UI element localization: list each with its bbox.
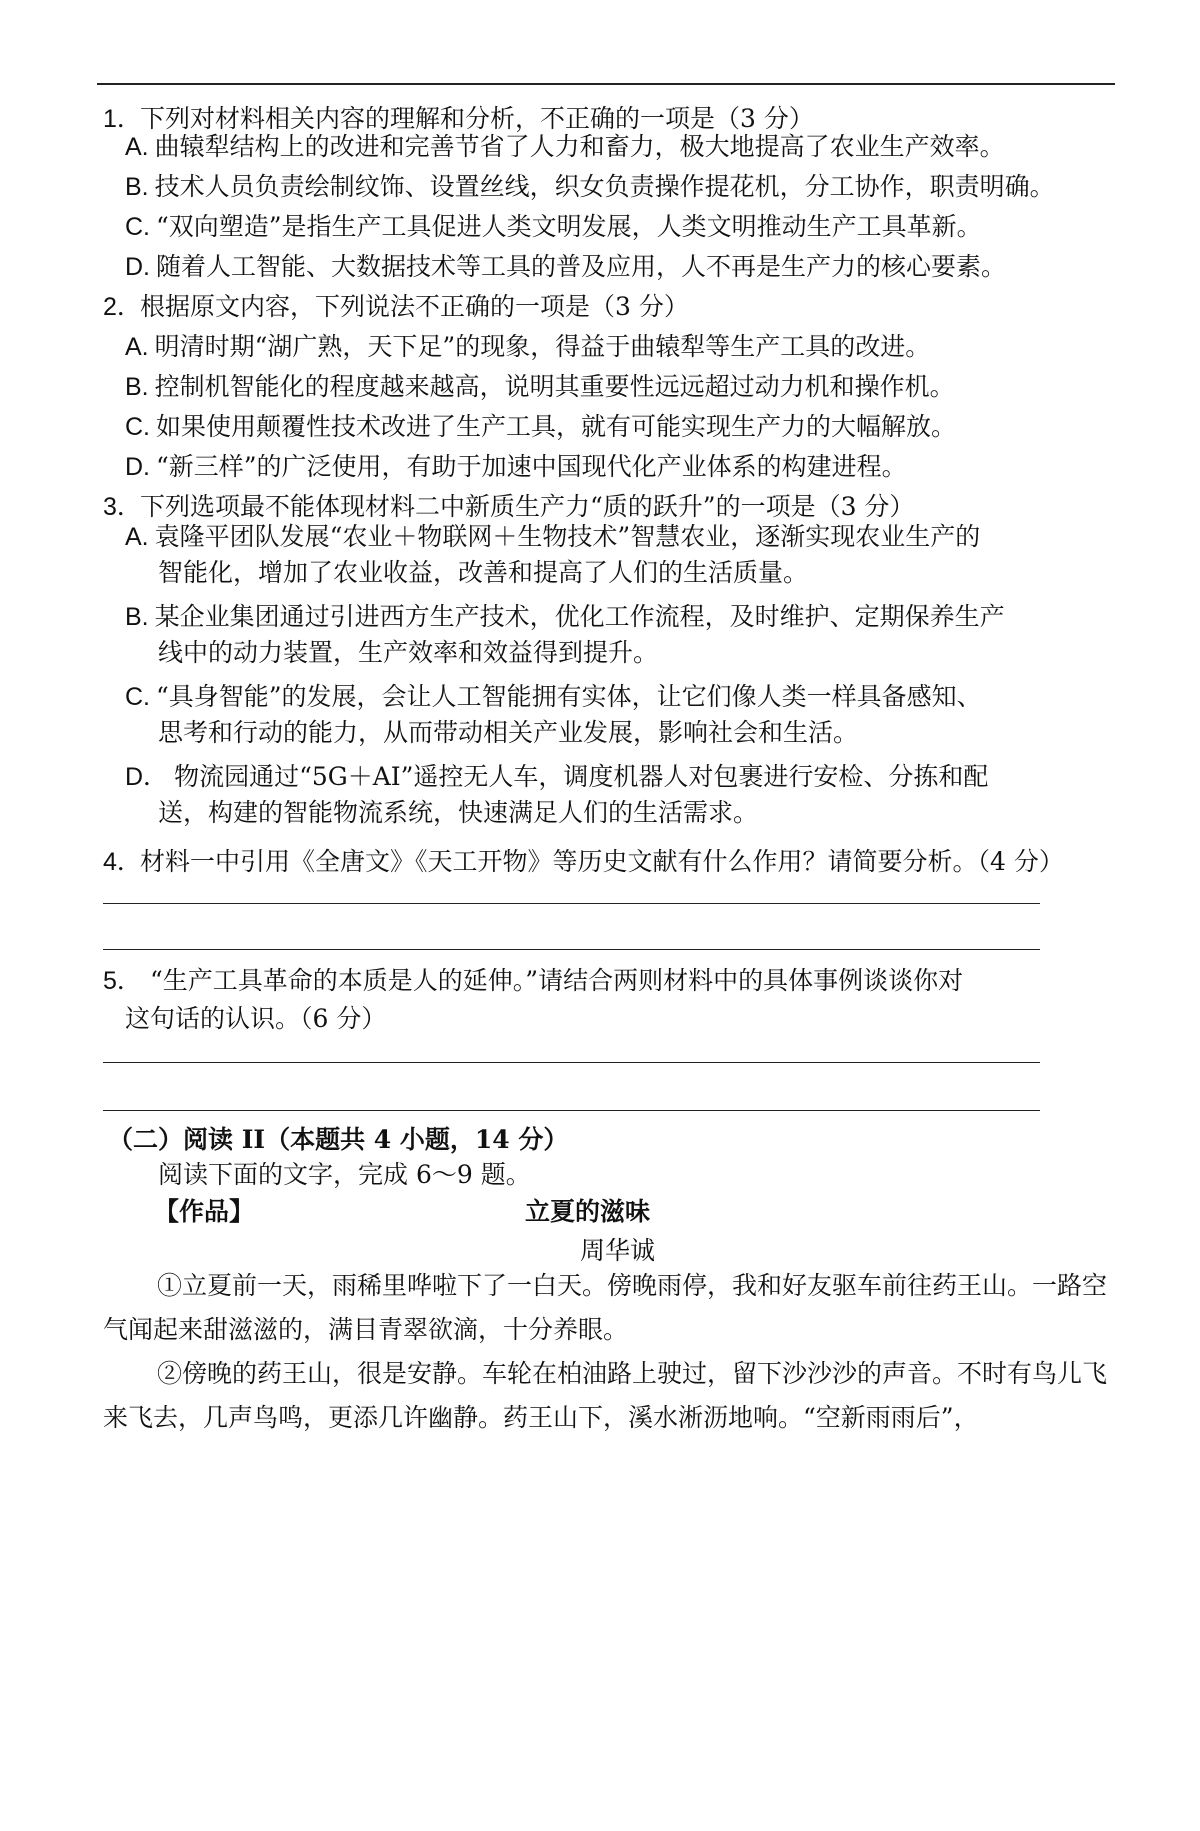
question-2-number: 2． (103, 293, 142, 321)
option-text: “双向塑造”是指生产工具促进人类文明发展，人类文明推动生产工具革新。 (156, 212, 982, 241)
question-3-option-c (125, 682, 982, 712)
option-text: 随着人工智能、大数据技术等工具的普及应用，人不再是生产力的核心要素。 (156, 252, 1007, 281)
option-text: 曲辕犁结构上的改进和完善节省了人力和畜力，极大地提高了农业生产效率。 (154, 132, 1005, 161)
article-author: 周华诚 (580, 1236, 656, 1265)
answer-line-q4-2[interactable] (103, 949, 1040, 950)
question-3-option-a (125, 522, 980, 552)
section-heading: （二）阅读 II（本题共 4 小题，14 分） (108, 1125, 569, 1154)
article-title: 立夏的滋味 (525, 1197, 651, 1226)
section-instruction: 阅读下面的文字，完成 6～9 题。 (158, 1160, 531, 1189)
option-letter: B. (125, 373, 149, 401)
question-3-option-b-line2: 线中的动力装置，生产效率和效益得到提升。 (158, 638, 659, 667)
answer-line-q4-1[interactable] (103, 903, 1040, 904)
question-5-stem-line2: 这句话的认识。（6 分） (125, 1004, 387, 1033)
question-1-stem: 下列对材料相关内容的理解和分析，不正确的一项是（3 分） (140, 104, 814, 133)
question-2-option-c (125, 412, 956, 442)
option-letter: D． (125, 763, 169, 791)
option-letter: C. (125, 413, 150, 441)
option-text-line1: 物流园通过“5G＋AI”遥控无人车，调度机器人对包裹进行安检、分拣和配 (174, 762, 989, 791)
question-5-stem-line1: “生产工具革命的本质是人的延伸。”请结合两则材料中的具体事例谈谈你对 (150, 966, 964, 995)
question-2-option-d (125, 452, 907, 482)
option-letter: A. (125, 133, 149, 161)
option-text: 技术人员负责绘制纹饰、设置丝线，织女负责操作提花机，分工协作，职责明确。 (154, 172, 1055, 201)
article-paragraph-1: ①立夏前一天，雨稀里哗啦下了一白天。傍晚雨停，我和好友驱车前往药王山。一路空气闻起来甜滋滋的，满目青翠欲滴，十分养眼。 (103, 1271, 1108, 1344)
option-text: “新三样”的广泛使用，有助于加速中国现代化产业体系的构建进程。 (156, 452, 907, 481)
question-3-option-b (125, 602, 1005, 632)
option-letter: A. (125, 523, 149, 551)
option-letter: A. (125, 333, 149, 361)
question-1-option-a (125, 132, 1005, 162)
option-letter: C. (125, 213, 150, 241)
question-2-stem: 根据原文内容，下列说法不正确的一项是（3 分） (140, 292, 689, 321)
question-4-number: 4． (103, 848, 142, 876)
option-text-line1: 某企业集团通过引进西方生产技术，优化工作流程，及时维护、定期保养生产 (154, 602, 1005, 631)
option-letter: B. (125, 173, 149, 201)
question-1-option-c (125, 212, 982, 242)
question-2-option-b (125, 372, 955, 402)
option-text-line1: “具身智能”的发展，会让人工智能拥有实体，让它们像人类一样具备感知、 (156, 682, 982, 711)
question-3-option-c-line2: 思考和行动的能力，从而带动相关产业发展，影响社会和生活。 (158, 718, 859, 747)
option-text: 控制机智能化的程度越来越高，说明其重要性远远超过动力机和操作机。 (154, 372, 955, 401)
question-3-option-a-line2: 智能化，增加了农业收益，改善和提高了人们的生活质量。 (158, 558, 809, 587)
option-letter: D. (125, 253, 150, 281)
question-3-option-d (125, 762, 988, 792)
question-3-number: 3． (103, 493, 142, 521)
question-1-option-b (125, 172, 1055, 202)
answer-line-q5-2[interactable] (103, 1110, 1040, 1111)
work-tag: 【作品】 (154, 1197, 255, 1226)
question-5-number: 5． (103, 967, 142, 995)
option-text: 明清时期“湖广熟，天下足”的现象，得益于曲辕犁等生产工具的改进。 (154, 332, 931, 361)
article-paragraph-2: ②傍晚的药王山，很是安静。车轮在柏油路上驶过，留下沙沙沙的声音。不时有鸟儿飞来飞去，几声鸟鸣，更添几许幽静。药王山下，溪水淅沥地响。“空新雨雨后”， (103, 1359, 1108, 1432)
option-text: 如果使用颠覆性技术改进了生产工具，就有可能实现生产力的大幅解放。 (156, 412, 957, 441)
question-1-option-d (125, 252, 1006, 282)
option-text-line1: 袁隆平团队发展“农业＋物联网＋生物技术”智慧农业，逐渐实现农业生产的 (154, 522, 981, 551)
top-rule (97, 83, 1115, 85)
question-1-number: 1． (103, 105, 142, 133)
question-2-option-a (125, 332, 930, 362)
option-letter: D. (125, 453, 150, 481)
option-letter: C. (125, 683, 150, 711)
question-3-stem: 下列选项最不能体现材料二中新质生产力“质的跃升”的一项是（3 分） (140, 492, 915, 521)
option-letter: B. (125, 603, 149, 631)
question-4-stem: 材料一中引用《全唐文》《天工开物》等历史文献有什么作用？请简要分析。（4 分） (140, 847, 1064, 876)
answer-line-q5-1[interactable] (103, 1062, 1040, 1063)
question-3-option-d-line2: 送，构建的智能物流系统，快速满足人们的生活需求。 (158, 798, 759, 827)
